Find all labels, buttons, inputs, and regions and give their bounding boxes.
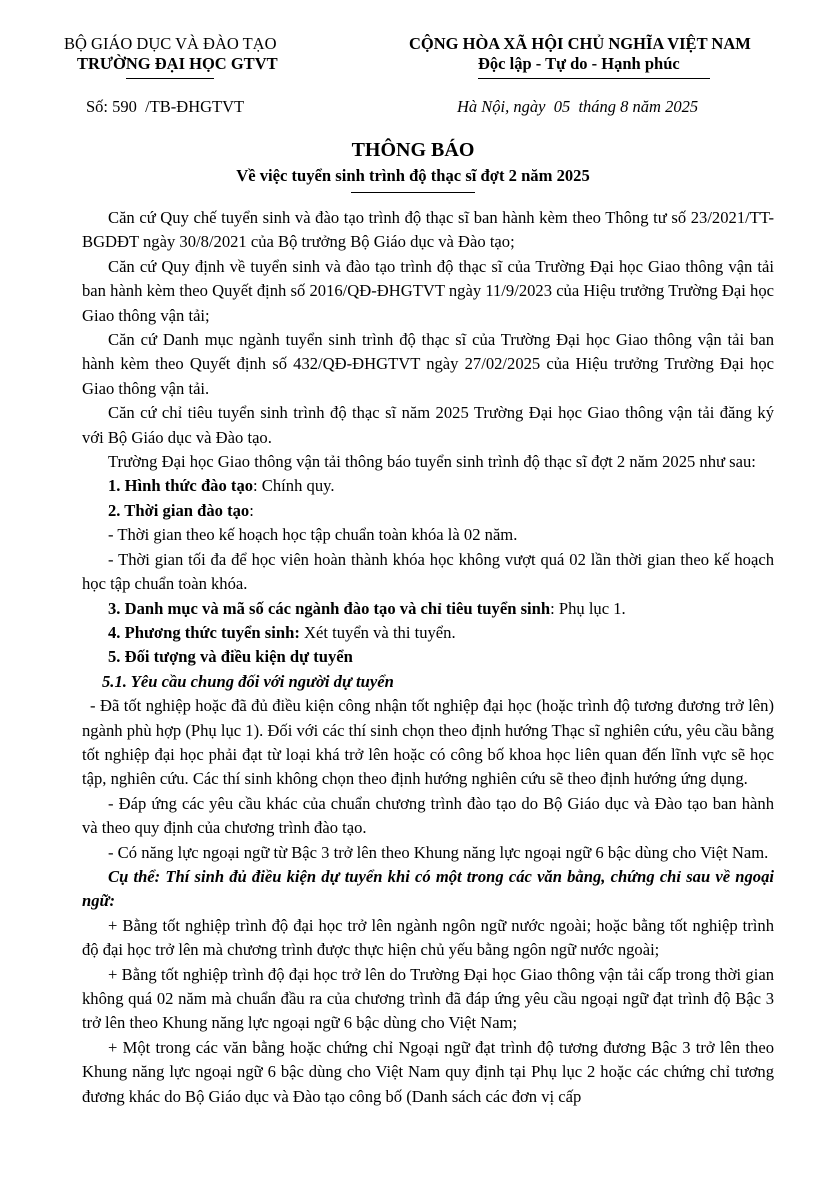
ministry-name: BỘ GIÁO DỤC VÀ ĐÀO TẠO — [64, 34, 277, 53]
announcement-intro: Trường Đại học Giao thông vận tải thông báo tuyển sinh trình độ thạc sĩ đợt 2 năm 2025 như sau: — [108, 452, 756, 472]
place-and-date: Hà Nội, ngày 05 tháng 8 năm 2025 — [457, 97, 699, 116]
country-name: CỘNG HÒA XÃ HỘI CHỦ NGHĨA VIỆT NAM — [409, 34, 751, 53]
right-header-rule — [478, 78, 710, 79]
section-1 — [82, 474, 774, 498]
section-1-value: : Chính quy. — [253, 476, 335, 496]
language-bullet-3: + Một trong các văn bằng hoặc chứng chỉ Ngoại ngữ đạt trình độ tương đương Bậc 3 trở lên theo Khung năng lực ngoại ngữ 6 bậc dùng cho Việt Nam quy định tại Phụ lục 2 hoặc các chứng chỉ tương đương khác do Bộ Giáo dục và Đào tạo công bố (Danh sách các đơn vị cấp — [82, 1037, 774, 1106]
section-5-heading: 5. Đối tượng và điều kiện dự tuyển — [108, 647, 353, 667]
national-motto: Độc lập - Tự do - Hạnh phúc — [478, 54, 680, 73]
section-2 — [82, 499, 774, 523]
section-2-item-b: - Thời gian tối đa để học viên hoàn thành khóa học không vượt quá 02 lần thời gian theo kế hoạch học tập chuẩn toàn khóa. — [82, 549, 774, 594]
university-name: TRƯỜNG ĐẠI HỌC GTVT — [77, 54, 278, 73]
section-3-value: : Phụ lục 1. — [550, 598, 626, 618]
subtitle-rule — [351, 192, 475, 193]
section-5-1-item-b: - Đáp ứng các yêu cầu khác của chuẩn chương trình đào tạo do Bộ Giáo dục và Đào tạo ban hành và theo quy định của chương trình đào tạo. — [82, 793, 774, 838]
language-bullet-1: + Bằng tốt nghiệp trình độ đại học trở lên ngành ngôn ngữ nước ngoài; hoặc bằng tốt nghiệp trình độ đại học trở lên mà chương trình được thực hiện chủ yếu bằng ngôn ngữ nước ngoài; — [82, 915, 774, 960]
section-1-heading: 1. Hình thức đào tạo — [108, 476, 254, 496]
section-4 — [82, 621, 774, 645]
notice-body — [82, 206, 774, 1109]
legal-basis-1: Căn cứ Quy chế tuyển sinh và đào tạo trình độ thạc sĩ ban hành kèm theo Thông tư số 23/2021/TT-BGDĐT ngày 30/8/2021 của Bộ trưởng Bộ Giáo dục và Đào tạo; — [82, 208, 774, 252]
language-bullet-2: + Bằng tốt nghiệp trình độ đại học trở lên do Trường Đại học Giao thông vận tải cấp trong thời gian không quá 02 năm mà chuẩn đầu ra của chương trình đã đáp ứng yêu cầu ngoại ngữ đạt trình độ Bậc 3 trở lên theo Khung năng lực ngoại ngữ 6 bậc dùng cho Việt Nam; — [82, 964, 774, 1033]
document-number: Số: 590 /TB-ĐHGTVT — [86, 97, 245, 116]
section-4-value: Xét tuyển và thi tuyển. — [299, 622, 456, 642]
left-header-rule — [126, 78, 214, 79]
language-requirements-note: Cụ thể: Thí sinh đủ điều kiện dự tuyển khi có một trong các văn bằng, chứng chỉ sau về ngoại ngữ: — [82, 866, 774, 911]
section-2-colon: : — [249, 500, 254, 520]
legal-basis-3: Căn cứ Danh mục ngành tuyển sinh trình độ thạc sĩ của Trường Đại học Giao thông vận tải ban hành kèm theo Quyết định số 432/QĐ-ĐHGTVT ngày 27/02/2025 của Hiệu trưởng Trường Đại học Giao thông vận tải. — [82, 330, 774, 398]
section-5-1-item-a: - Đã tốt nghiệp hoặc đã đủ điều kiện công nhận tốt nghiệp đại học (hoặc trình độ tương đương trở lên) ngành phù hợp (Phụ lục 1). Đối với các thí sinh chọn theo định hướng Thạc sĩ nghiên cứu, yêu cầu bằng tốt nghiệp đại học phải đạt từ loại khá trở lên hoặc có công bố khoa học liên quan đến lĩnh vực sẽ học tập, nghiên cứu. Các thí sinh không chọn theo định hướng nghiên cứu sẽ theo định hướng ứng dụng. — [82, 696, 774, 789]
legal-basis-4: Căn cứ chỉ tiêu tuyển sinh trình độ thạc sĩ năm 2025 Trường Đại học Giao thông vận tải đăng ký với Bộ Giáo dục và Đào tạo. — [82, 403, 774, 447]
section-3 — [82, 597, 774, 621]
section-5-1-item-c: - Có năng lực ngoại ngữ từ Bậc 3 trở lên theo Khung năng lực ngoại ngữ 6 bậc dùng cho Việt Nam. — [108, 842, 769, 862]
legal-basis-2: Căn cứ Quy định về tuyển sinh và đào tạo trình độ thạc sĩ của Trường Đại học Giao thông vận tải ban hành kèm theo Quyết định số 2016/QĐ-ĐHGTVT ngày 11/9/2023 của Hiệu trưởng Trường Đại học Giao thông vận tải; — [82, 256, 774, 325]
page-title: THÔNG BÁO — [351, 139, 475, 161]
section-3-heading: 3. Danh mục và mã số các ngành đào tạo và chỉ tiêu tuyển sinh — [108, 598, 551, 618]
section-2-item-a: - Thời gian theo kế hoạch học tập chuẩn toàn khóa là 02 năm. — [108, 525, 518, 545]
section-5-1-heading: 5.1. Yêu cầu chung đối với người dự tuyển — [102, 671, 394, 691]
page-subtitle: Về việc tuyển sinh trình độ thạc sĩ đợt 2 năm 2025 — [236, 166, 590, 185]
section-2-heading: 2. Thời gian đào tạo — [108, 500, 250, 520]
section-4-heading: 4. Phương thức tuyển sinh: — [108, 622, 300, 642]
